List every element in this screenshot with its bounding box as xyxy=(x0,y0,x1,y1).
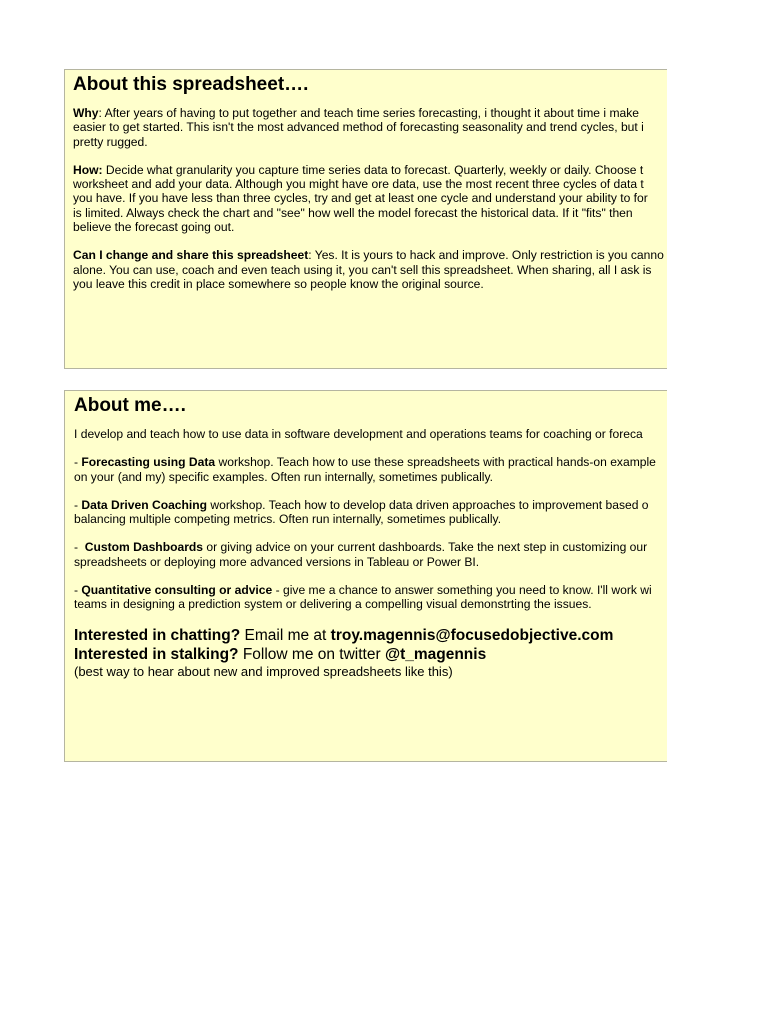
how-label: How: xyxy=(73,162,103,177)
how-line: believe the forecast going out. xyxy=(73,220,235,235)
service-line: spreadsheets or deploying more advanced versions in Tableau or Power BI. xyxy=(74,554,480,569)
stalk-text: Follow me on twitter xyxy=(238,645,385,663)
service-prefix: - xyxy=(74,455,82,470)
chat-label: Interested in chatting? xyxy=(74,626,241,644)
why-line: : After years of having to put together and teach time series forecasting, i thought it about time i make xyxy=(98,106,640,120)
service-line: teams in designing a prediction system or delivering a compelling visual demonstrting the issues. xyxy=(74,597,592,612)
how-line: worksheet and add your data. Although you might have ore data, use the most recent three cycles of data t xyxy=(73,177,644,192)
share-label: Can I change and share this spreadsheet xyxy=(73,248,309,263)
twitter-handle-link[interactable]: @t_magennis xyxy=(384,645,487,663)
how-line: you have. If you have less than three cycles, try and get at least one cycle and understand your ability to for xyxy=(73,191,648,206)
intro-paragraph: I develop and teach how to use data in software development and operations teams for coaching or foreca xyxy=(74,427,643,441)
contact-block xyxy=(74,626,667,680)
service-prefix: - xyxy=(74,583,82,598)
service-label: Quantitative consulting or advice xyxy=(81,583,273,598)
service-prefix: - xyxy=(74,497,82,512)
service-line: - give me a chance to answer something you need to know. I'll work wi xyxy=(272,583,652,598)
why-label: Why xyxy=(73,106,99,120)
how-line: is limited. Always check the chart and "see" how well the model forecast the historical data. If it "fits" then xyxy=(73,205,633,220)
how-paragraph xyxy=(73,163,667,234)
about-spreadsheet-box xyxy=(64,69,667,369)
service-item xyxy=(74,540,667,569)
about-me-box xyxy=(64,390,667,762)
about-me-title: About me…. xyxy=(74,395,186,416)
service-line: on your (and my) specific examples. Often run internally, sometimes publically. xyxy=(74,469,493,484)
service-item xyxy=(74,498,667,527)
stalk-label: Interested in stalking? xyxy=(74,645,239,663)
share-line: alone. You can use, coach and even teach using it, you can't sell this spreadsheet. When sharing, all I ask is xyxy=(73,262,652,277)
service-item xyxy=(74,455,667,484)
service-item xyxy=(74,583,667,612)
chat-text: Email me at xyxy=(240,626,331,644)
service-line: workshop. Teach how to use these spreadsheets with practical hands-on example xyxy=(215,455,656,470)
share-line: : Yes. It is yours to hack and improve. Only restriction is you canno xyxy=(308,248,664,263)
why-line: pretty rugged. xyxy=(73,134,148,149)
email-link[interactable]: troy.magennis@focusedobjective.com xyxy=(330,626,614,644)
service-label: Custom Dashboards xyxy=(84,540,204,555)
how-line: Decide what granularity you capture time series data to forecast. Quarterly, weekly or daily. Choose t xyxy=(102,162,644,177)
service-prefix: - xyxy=(74,540,85,555)
service-label: Forecasting using Data xyxy=(81,455,216,470)
share-line: you leave this credit in place somewhere so people know the original source. xyxy=(73,276,484,291)
service-line: or giving advice on your current dashboards. Take the next step in customizing our xyxy=(203,540,648,555)
service-line: balancing multiple competing metrics. Often run internally, sometimes publically. xyxy=(74,512,502,527)
contact-note: (best way to hear about new and improved spreadsheets like this) xyxy=(74,663,453,679)
about-spreadsheet-title: About this spreadsheet…. xyxy=(73,74,309,95)
share-paragraph xyxy=(73,248,667,291)
service-label: Data Driven Coaching xyxy=(81,497,208,512)
why-paragraph xyxy=(73,106,667,149)
why-line: easier to get started. This isn't the most advanced method of forecasting seasonality and trend cycles, but i xyxy=(73,120,644,135)
service-line: workshop. Teach how to develop data driven approaches to improvement based o xyxy=(207,497,649,512)
